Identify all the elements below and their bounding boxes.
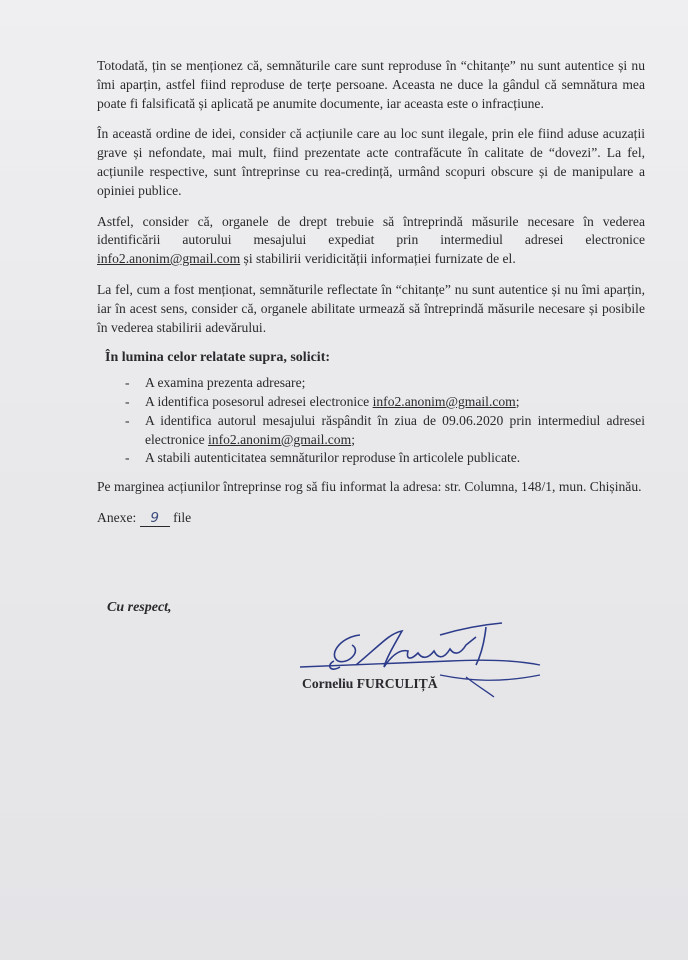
request-text: A identifica autorul mesajului răspândit în ziua de 09.06.2020 prin intermediul adresei electronice (145, 412, 645, 447)
request-text: A examina prezenta adresare; (145, 375, 306, 391)
paragraph-text: Astfel, consider că, organele de drept trebuie să întreprindă măsurile necesare în vederea identificării autorului mesajului expediat prin intermediul adresei electronice (97, 213, 645, 248)
paragraph-text: Totodată, țin se menționez că, semnăturile care sunt reproduse în “chitanțe” nu sunt autentice și nu îmi aparțin, astfel fiind reproduse de terțe persoane. Aceasta ne duce la gândul că semnătura mea poate fi falsificată și aplicată pe anumite documente, iar aceasta este o infracțiune. (97, 58, 645, 111)
request-item (125, 374, 645, 393)
signer-name: Corneliu FURCULIȚĂ (302, 676, 438, 691)
email-link[interactable]: info2.anonim@gmail.com (97, 251, 241, 267)
paragraph-text: La fel, cum a fost menționat, semnăturile reflectate în “chitanțe” nu sunt autentice și nu îmi aparțin, iar în acest sens, consider că, organele abilitate urmează să întreprindă măsurile necesare și posibile în vederea stabilirii adevărului. (97, 281, 645, 335)
paragraph-authorities (97, 213, 645, 269)
requests-list (97, 374, 645, 468)
request-item (125, 412, 645, 450)
document-body (97, 57, 645, 528)
request-item (125, 393, 645, 412)
annex-unit: file (173, 509, 192, 525)
paragraph-text: și stabilirii veridicității informației furnizate de el. (240, 251, 516, 267)
request-text: ; (351, 431, 355, 447)
annex-line (97, 509, 645, 528)
paragraph-illegal-actions (97, 125, 645, 200)
annex-count: 9 (140, 510, 170, 527)
notification-address: Pe marginea acțiunilor întreprinse rog să fiu informat la adresa: str. Columna, 148/1, mun. Chișinău. (97, 479, 642, 495)
paragraph-text: În această ordine de idei, consider că acțiunile care au loc sunt ilegale, prin ele fiind aduse acuzații grave și nefondate, mai mult, fiind prezentate acte contrafăcute în calitate de “dovezi”. La fel, acțiunile respective, sunt întreprinse cu rea-credință, urmând scopuri obscure și de manipulare a opiniei publice. (97, 126, 645, 198)
paragraph-truth (97, 281, 645, 337)
request-text: A identifica posesorul adresei electronice (145, 393, 373, 409)
requests-heading: În lumina celor relatate supra, solicit: (105, 350, 331, 366)
annex-label: Anexe: (97, 509, 137, 525)
paragraph-signatures (97, 57, 645, 113)
request-text: ; (515, 393, 520, 409)
email-link[interactable]: info2.anonim@gmail.com (208, 431, 352, 447)
email-link[interactable]: info2.anonim@gmail.com (372, 393, 516, 409)
request-text: A stabili autenticitatea semnăturilor reproduse în articolele publicate. (145, 450, 521, 466)
request-item (125, 449, 645, 468)
closing-salutation: Cu respect, (107, 600, 172, 615)
